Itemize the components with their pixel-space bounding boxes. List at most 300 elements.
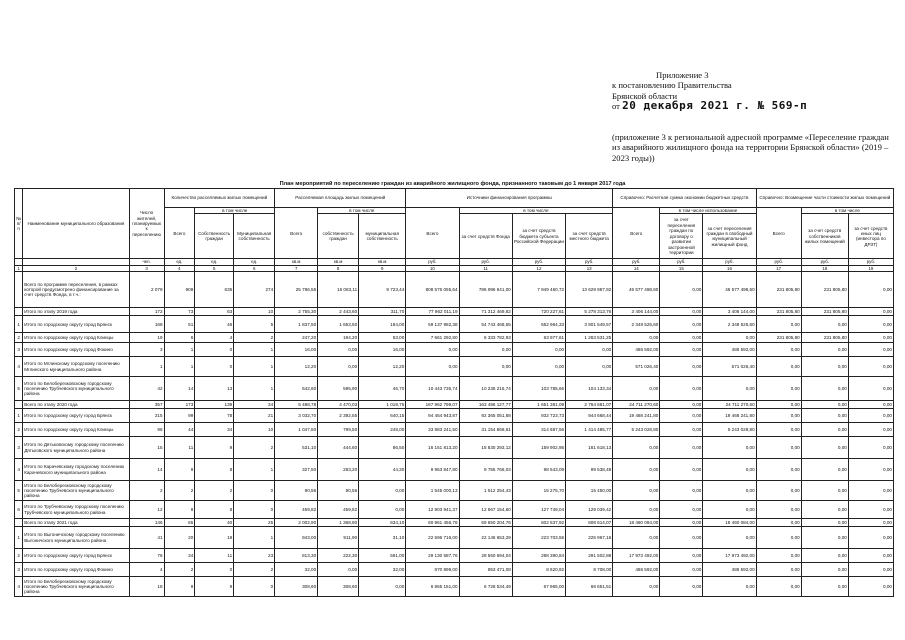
row-number: 2 (15, 333, 23, 343)
value-cell: 9 723,44 (359, 272, 406, 308)
value-cell: 2 002,90 (275, 519, 318, 527)
column-number: 9 (359, 265, 406, 271)
value-cell: 6 865 151,00 (406, 577, 459, 597)
value-cell: 11 (164, 437, 195, 459)
value-cell: 870 899,00 (406, 563, 459, 577)
value-cell: 642,60 (275, 377, 318, 401)
value-cell: 0,00 (848, 401, 893, 409)
municipality-name: Итого по городскому округу город Брянск (23, 549, 130, 563)
value-cell: 1 047,50 (275, 423, 318, 437)
value-cell: 0,00 (756, 501, 801, 519)
value-cell: 33 883 241,50 (406, 423, 459, 437)
value-cell: 944 668,44 (566, 409, 613, 423)
municipality-name: Итого по Белоберезковскому городскому поселению Трубчевского муниципального района (23, 481, 130, 501)
municipality-name: Итого по Мглинскому городскому поселению Мглинского муниципального района (23, 357, 130, 377)
value-cell: 0,00 (848, 459, 893, 481)
value-cell: 14 (129, 459, 164, 481)
value-cell: 73 (164, 308, 195, 316)
value-cell: 0,00 (756, 401, 801, 409)
value-cell: 1 (234, 343, 275, 357)
column-number: 11 (459, 265, 512, 271)
value-cell: 531,10 (275, 437, 318, 459)
value-cell: 0,00 (801, 316, 848, 333)
value-cell: 2 (234, 333, 275, 343)
value-cell: 2 443,60 (318, 308, 359, 316)
value-cell: 0 (234, 577, 275, 597)
value-cell: 0,00 (660, 333, 703, 343)
col-src-local: за счет средств местного бюджета (566, 214, 613, 259)
value-cell: 194,20 (318, 333, 359, 343)
municipality-name: Всего по этапу 2020 года (23, 401, 130, 409)
value-cell: 0,00 (660, 343, 703, 357)
value-cell: 0,00 (660, 401, 703, 409)
value-cell: 0,00 (848, 481, 893, 501)
value-cell: 146 (129, 519, 164, 527)
column-number: 1 (15, 265, 23, 271)
value-cell: 813,30 (275, 549, 318, 563)
value-cell: 0,00 (660, 437, 703, 459)
value-cell: 311,70 (359, 308, 406, 316)
row-number: 5 (15, 481, 23, 501)
municipality-name: Итого по городскому округу город Фокино (23, 563, 130, 577)
value-cell: 0,00 (756, 423, 801, 437)
unit-cell: ед. (234, 259, 275, 265)
value-cell: 1 512 254,43 (459, 481, 512, 501)
value-cell: 223 703,55 (512, 527, 565, 549)
col-src-subject: за счет средств бюджета субъекта Российской Федерации (512, 214, 565, 259)
value-cell: 248,00 (359, 423, 406, 437)
value-cell: 32,00 (275, 563, 318, 577)
unit-cell: кв.м (359, 259, 406, 265)
value-cell: 486 592,00 (613, 343, 660, 357)
value-cell: 0,00 (660, 527, 703, 549)
value-cell: 0,00 (660, 459, 703, 481)
value-cell: 357 (129, 401, 164, 409)
value-cell: 308,60 (275, 577, 318, 597)
column-number: 14 (613, 265, 660, 271)
value-cell: 0,00 (756, 343, 801, 357)
value-cell: 0,00 (660, 316, 703, 333)
value-cell: 46 577 498,60 (613, 272, 660, 308)
table-row (15, 459, 894, 481)
value-cell: 1 545 000,13 (406, 481, 459, 501)
col-comp-owners: за счет средств собственников жилых помещений (801, 214, 848, 259)
value-cell: 22 146 653,29 (459, 527, 512, 549)
value-cell: 0,00 (660, 357, 703, 377)
value-cell: 76 (129, 549, 164, 563)
value-cell: 0,00 (848, 316, 893, 333)
value-cell: 163 486 127,77 (459, 401, 512, 409)
area-incl: в том числе (318, 208, 406, 214)
col-comp-total: Всего (756, 208, 801, 259)
municipality-name: Итого по городскому округу город Брянск (23, 409, 130, 423)
date-prefix: от (612, 100, 620, 111)
row-number (15, 272, 23, 308)
value-cell: 1 (234, 357, 275, 377)
value-cell: 161 618,13 (566, 437, 613, 459)
table-row (15, 409, 894, 423)
value-cell: 2 764 681,07 (566, 401, 613, 409)
col-no: № п/п (15, 189, 23, 259)
resolution-ref: к постановлению Правительства (612, 80, 732, 91)
value-cell: 25 786,55 (275, 272, 318, 308)
municipality-name: Итого по Выгоничскому городскому поселению Выгоничского муниципального района (23, 527, 130, 549)
row-number (15, 519, 23, 527)
value-cell: 444,60 (318, 437, 359, 459)
value-cell: 0,00 (848, 357, 893, 377)
unit-cell: руб. (801, 259, 848, 265)
value-cell: 10 (234, 308, 275, 316)
table-row (15, 333, 894, 343)
value-cell: 1 018,75 (359, 401, 406, 409)
value-cell: 720 227,61 (512, 308, 565, 316)
value-cell: 78 (195, 409, 234, 423)
col-comp-other: за счет средств иных лиц (инвестора по ДРЗТ) (848, 214, 893, 259)
value-cell: 0,00 (703, 437, 756, 459)
value-cell: 3 406 144,00 (613, 308, 660, 316)
value-cell: 8 (164, 501, 195, 519)
municipality-name: Итого по этапу 2019 года (23, 308, 130, 316)
value-cell: 0,00 (703, 577, 756, 597)
value-cell: 9 953 847,80 (406, 459, 459, 481)
value-cell: 31,10 (359, 527, 406, 549)
row-number: 6 (15, 501, 23, 519)
value-cell: 29 130 587,76 (406, 549, 459, 563)
value-cell: 13 (195, 377, 234, 401)
value-cell: 552 964,33 (512, 316, 565, 333)
value-cell: 0,00 (703, 481, 756, 501)
value-cell: 71 312 469,82 (459, 308, 512, 316)
comp-incl: в том числе (801, 208, 893, 214)
value-cell: 0,00 (613, 527, 660, 549)
value-cell: 571 026,40 (703, 357, 756, 377)
value-cell: 0,00 (801, 437, 848, 459)
value-cell: 20 (164, 527, 195, 549)
value-cell: 77 962 011,19 (406, 308, 459, 316)
count-incl: в том числе (195, 208, 275, 214)
value-cell: 53,00 (359, 333, 406, 343)
value-cell: 63 977,61 (512, 333, 565, 343)
value-cell: 0,00 (660, 577, 703, 597)
unit-cell: руб. (703, 259, 756, 265)
column-number: 19 (848, 265, 893, 271)
row-number: 3 (15, 343, 23, 357)
value-cell: 0,00 (613, 501, 660, 519)
value-cell: 0,00 (756, 357, 801, 377)
col-count-own: Собственность граждан (195, 214, 234, 259)
value-cell: 459,82 (318, 501, 359, 519)
value-cell: 0,00 (848, 563, 893, 577)
value-cell: 808 576 055,64 (406, 272, 459, 308)
value-cell: 28 550 694,04 (459, 549, 512, 563)
value-cell: 5 243 028,80 (703, 423, 756, 437)
column-number: 17 (756, 265, 801, 271)
value-cell: 0,00 (703, 333, 756, 343)
value-cell: 0,00 (848, 377, 893, 401)
row-number: 4 (15, 577, 23, 597)
value-cell: 94 464 943,87 (406, 409, 459, 423)
table-row (15, 577, 894, 597)
row-number: 1 (15, 316, 23, 333)
value-cell: 0,00 (613, 577, 660, 597)
value-cell: 68 651,51 (566, 577, 613, 597)
value-cell: 0,00 (660, 272, 703, 308)
value-cell: 853 471,08 (459, 563, 512, 577)
unit-cell: кв.м (318, 259, 359, 265)
value-cell: 274 (234, 272, 275, 308)
value-cell: 486 592,00 (613, 563, 660, 577)
value-cell: 25 (234, 519, 275, 527)
value-cell: 19 (195, 527, 234, 549)
value-cell: 0,00 (801, 549, 848, 563)
value-cell: 0 (234, 501, 275, 519)
value-cell: 129 039,42 (566, 501, 613, 519)
municipality-name: Итого по городскому округу город Фокино (23, 343, 130, 357)
value-cell: 0,00 (660, 519, 703, 527)
unit-cell: кв.м (275, 259, 318, 265)
unit-cell: руб. (660, 259, 703, 265)
group-savings: Справочно: Расчетная сумма экономии бюджетных средств (613, 189, 756, 208)
col-src-fund: за счет средств Фонда (459, 214, 512, 259)
value-cell: 0,00 (318, 357, 359, 377)
group-area: Расселяемая площадь жилых помещений (275, 189, 406, 208)
value-cell: 2 (129, 481, 164, 501)
value-cell: 0,00 (756, 459, 801, 481)
value-cell: 2 (234, 437, 275, 459)
value-cell: 10 (234, 423, 275, 437)
value-cell: 222,30 (318, 549, 359, 563)
value-cell: 0,00 (801, 343, 848, 357)
value-cell: 327,50 (275, 459, 318, 481)
value-cell: 40 (195, 519, 234, 527)
value-cell: 486 592,00 (703, 343, 756, 357)
value-cell: 0,00 (318, 563, 359, 577)
value-cell: 18 460 084,00 (613, 519, 660, 527)
column-number: 16 (703, 265, 756, 271)
table-row (15, 563, 894, 577)
value-cell: 0,00 (756, 481, 801, 501)
value-cell: 24 711 270,60 (613, 401, 660, 409)
municipality-name: Всего по программе переселения, в рамках которой предусмотрено финансирование за счет средств Фонда, в т.ч.: (23, 272, 130, 308)
value-cell: 21 (234, 409, 275, 423)
unit-cell: руб. (566, 259, 613, 265)
value-cell: 5 243 028,80 (613, 423, 660, 437)
value-cell: 7 949 460,72 (512, 272, 565, 308)
value-cell: 0,00 (613, 481, 660, 501)
value-cell: 34 (164, 549, 195, 563)
col-count-total: Всего (164, 208, 195, 259)
col-eco-drzt: за счет переселения граждан по договору о развитии застроенной территории (660, 214, 703, 259)
value-cell: 0,00 (566, 357, 613, 377)
column-number: 15 (660, 265, 703, 271)
value-cell: 0,00 (848, 549, 893, 563)
column-number: 5 (195, 265, 234, 271)
table-body (15, 259, 894, 597)
value-cell: 10 235 216,74 (459, 377, 512, 401)
value-cell: 13 629 987,92 (566, 272, 613, 308)
value-cell: 247,20 (275, 333, 318, 343)
value-cell: 12 667 154,60 (459, 501, 512, 519)
value-cell: 0,00 (848, 501, 893, 519)
src-incl: в том числе (459, 208, 613, 214)
value-cell: 0 (234, 481, 275, 501)
row-number: 4 (15, 357, 23, 377)
value-cell: 0,00 (660, 549, 703, 563)
value-cell: 99 (164, 409, 195, 423)
value-cell: 98 543,09 (512, 459, 565, 481)
value-cell: 635 (195, 272, 234, 308)
value-cell: 0,00 (801, 357, 848, 377)
column-number: 7 (275, 265, 318, 271)
row-number: 3 (15, 563, 23, 577)
value-cell: 0,00 (756, 549, 801, 563)
value-cell: 288 390,84 (512, 549, 565, 563)
col-src-total: Всего (406, 208, 459, 259)
value-cell: 1 (164, 357, 195, 377)
table-row (15, 343, 894, 357)
value-cell: 6 728 534,49 (459, 577, 512, 597)
value-cell: 18 (129, 577, 164, 597)
column-number: 8 (318, 265, 359, 271)
table-row (15, 423, 894, 437)
value-cell: 17 973 492,00 (613, 549, 660, 563)
value-cell: 291 502,88 (566, 549, 613, 563)
col-area-mun: муниципальная собственность (359, 214, 406, 259)
resolution-date (612, 98, 892, 112)
value-cell: 90,56 (275, 481, 318, 501)
table-row (15, 357, 894, 377)
unit-cell: руб. (459, 259, 512, 265)
value-cell: 46 577 498,60 (703, 272, 756, 308)
value-cell: 0,00 (756, 563, 801, 577)
value-cell: 42 (129, 377, 164, 401)
value-cell: 0,00 (318, 343, 359, 357)
value-cell: 0,00 (848, 272, 893, 308)
value-cell: 0,00 (848, 423, 893, 437)
unit-cell: руб. (512, 259, 565, 265)
appendix-label: Приложение 3 (656, 70, 709, 80)
value-cell: 799,50 (318, 423, 359, 437)
value-cell: 0,00 (613, 437, 660, 459)
table-row (15, 377, 894, 401)
value-cell: 22 596 716,00 (406, 527, 459, 549)
unit-cell: руб. (406, 259, 459, 265)
value-cell: 0,00 (801, 459, 848, 481)
value-cell: 104 133,34 (566, 377, 613, 401)
value-cell: 23 (234, 549, 275, 563)
value-cell: 0,00 (660, 308, 703, 316)
value-cell: 0,00 (613, 333, 660, 343)
date-stamp: 20 декабря 2021 г. № 569-п (622, 98, 808, 112)
value-cell: 60 961 456,78 (406, 519, 459, 527)
value-cell: 96 (129, 423, 164, 437)
value-cell: 1 414 485,77 (566, 423, 613, 437)
municipality-name: Итого по Дятьковскому городскому поселению Дятьковского муниципального района (23, 437, 130, 459)
value-cell: 0,00 (703, 501, 756, 519)
row-number: 2 (15, 423, 23, 437)
value-cell: 2 079 (129, 272, 164, 308)
value-cell: 0,00 (359, 481, 406, 501)
row-number: 5 (15, 377, 23, 401)
value-cell: 0,00 (406, 357, 459, 377)
municipality-name: Итого по городскому округу город Брянск (23, 316, 130, 333)
value-cell: 0,00 (660, 423, 703, 437)
value-cell: 943,00 (275, 527, 318, 549)
value-cell: 12,20 (275, 357, 318, 377)
value-cell: 0,00 (756, 577, 801, 597)
value-cell: 2 392,55 (318, 409, 359, 423)
value-cell: 1 (234, 377, 275, 401)
value-cell: 127 749,04 (512, 501, 565, 519)
value-cell: 0,00 (660, 501, 703, 519)
column-number: 6 (234, 265, 275, 271)
value-cell: 41 (129, 527, 164, 549)
value-cell: 0,00 (359, 577, 406, 597)
value-cell: 10 443 735,74 (406, 377, 459, 401)
value-cell: 0 (195, 357, 234, 377)
value-cell: 459,82 (275, 501, 318, 519)
value-cell: 0,00 (848, 437, 893, 459)
value-cell: 46 (195, 316, 234, 333)
table-row (15, 437, 894, 459)
value-cell: 231 805,80 (801, 272, 848, 308)
value-cell: 932 723,73 (512, 409, 565, 423)
value-cell: 12 903 941,37 (406, 501, 459, 519)
col-eco-free-fund: за счет переселения граждан в свободный муниципальный жилищный фонд (703, 214, 756, 259)
value-cell: 0,00 (848, 519, 893, 527)
row-number: 2 (15, 549, 23, 563)
appendix-note: (приложение 3 к региональной адресной программе «Переселение граждан из аварийного жилищного фонда на территории Брянской области» (2019 – 2023 годы)) (612, 132, 889, 163)
value-cell: 159 902,95 (512, 437, 565, 459)
municipality-name: Итого по Белоберезковскому городскому поселению Трубчевского муниципального района (23, 577, 130, 597)
unit-cell: ед. (164, 259, 195, 265)
value-cell: 231 805,80 (801, 333, 848, 343)
value-cell: 3 032,70 (275, 409, 318, 423)
group-count: Количество расселяемых жилых помещений (164, 189, 275, 208)
value-cell: 18 460 084,00 (703, 519, 756, 527)
unit-cell: чел. (129, 259, 164, 265)
value-cell: 34 (234, 401, 275, 409)
column-number: 10 (406, 265, 459, 271)
value-cell: 0,00 (801, 481, 848, 501)
value-cell: 231 805,80 (756, 333, 801, 343)
table-row (15, 272, 894, 308)
value-cell: 911,90 (318, 527, 359, 549)
value-cell: 1 653,50 (318, 316, 359, 333)
value-cell: 0 (195, 343, 234, 357)
value-cell: 8 708,00 (566, 563, 613, 577)
value-cell: 0,00 (756, 316, 801, 333)
value-cell: 1 (234, 459, 275, 481)
value-cell: 54 743 468,55 (459, 316, 512, 333)
value-cell: 786 996 641,00 (459, 272, 512, 308)
value-cell: 283,20 (318, 459, 359, 481)
table-row (15, 481, 894, 501)
resolution-header (612, 70, 892, 111)
value-cell: 7 661 292,80 (406, 333, 459, 343)
value-cell: 173 (164, 401, 195, 409)
region-name: Брянской области (612, 90, 678, 101)
row-number: 1 (15, 409, 23, 423)
row-number (15, 308, 23, 316)
value-cell: 32,00 (359, 563, 406, 577)
unit-cell: руб. (848, 259, 893, 265)
value-cell: 0,00 (801, 527, 848, 549)
value-cell: 6 333 782,93 (459, 333, 512, 343)
value-cell: 139 (195, 401, 234, 409)
value-cell: 231 805,80 (756, 308, 801, 316)
value-cell: 1 651 381,09 (512, 401, 565, 409)
